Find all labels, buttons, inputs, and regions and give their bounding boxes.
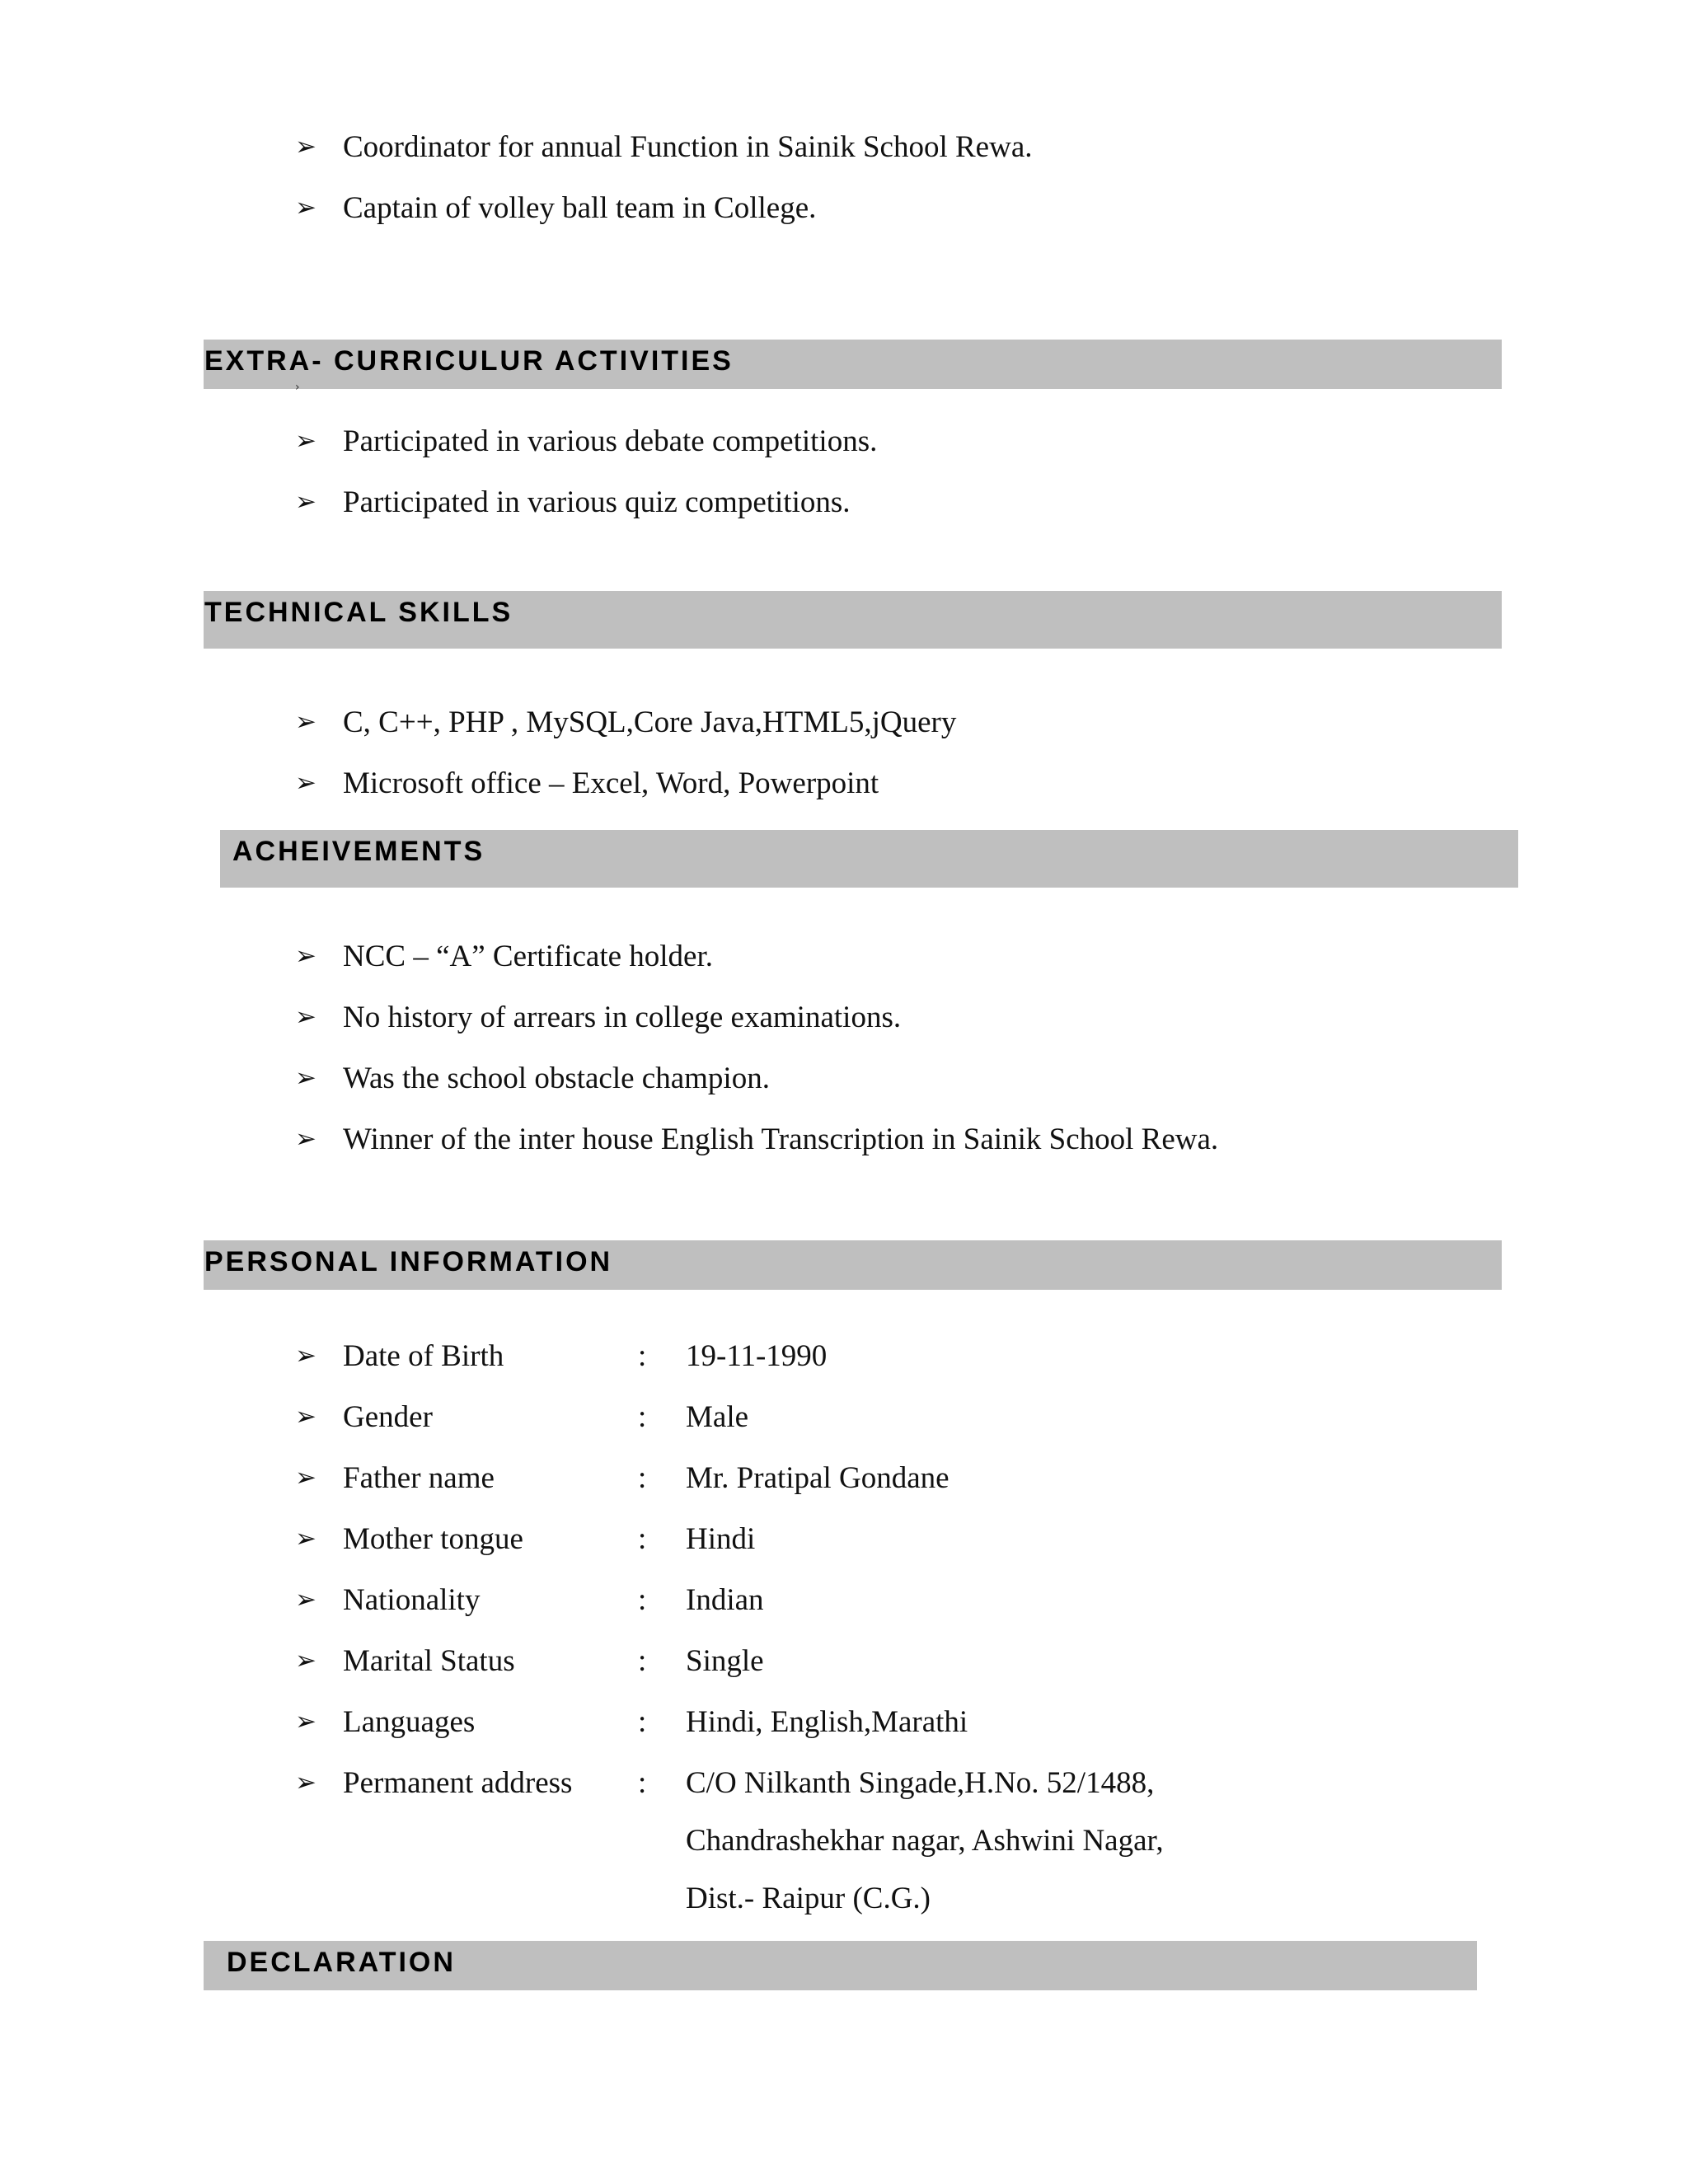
list-item-text: Microsoft office – Excel, Word, Powerpoint [343, 766, 879, 800]
arrowhead-bullet-icon: ➢ [295, 1584, 316, 1615]
info-row-permanent-address [295, 1758, 1154, 1807]
info-value: C/O Nilkanth Singade,H.No. 52/1488, [686, 1765, 1155, 1800]
list-item-text: Participated in various debate competitions. [343, 424, 878, 458]
info-separator: : [638, 1582, 647, 1617]
arrowhead-bullet-icon: ➢ [295, 425, 316, 456]
list-item-text: NCC – “A” Certificate holder. [343, 939, 714, 973]
info-key: Marital Status [343, 1643, 515, 1678]
info-value: Indian [686, 1582, 764, 1617]
info-row-date-of-birth [295, 1331, 827, 1380]
list-item-text: C, C++, PHP , MySQL,Core Java,HTML5,jQuery [343, 705, 957, 739]
arrowhead-bullet-icon: ➢ [295, 1401, 316, 1432]
info-value: Hindi, English,Marathi [686, 1704, 968, 1739]
info-key: Father name [343, 1460, 495, 1495]
info-separator: : [638, 1399, 647, 1434]
arrowhead-bullet-icon: ➢ [295, 192, 316, 223]
stray-mark: › [295, 381, 300, 394]
info-row-languages [295, 1697, 968, 1746]
info-row-father-name [295, 1453, 950, 1502]
list-item-text: Was the school obstacle champion. [343, 1061, 770, 1095]
info-value: Male [686, 1399, 749, 1434]
info-value: Single [686, 1643, 764, 1678]
info-row-mother-tongue [295, 1514, 755, 1563]
info-key: Mother tongue [343, 1521, 523, 1556]
list-item-text: Winner of the inter house English Transcription in Sainik School Rewa. [343, 1122, 1219, 1156]
section-title-technical-skills: TECHNICAL SKILLS [204, 597, 513, 628]
arrowhead-bullet-icon: ➢ [295, 1645, 316, 1675]
list-item [295, 416, 877, 466]
info-key: Nationality [343, 1582, 481, 1617]
arrowhead-bullet-icon: ➢ [295, 1706, 316, 1736]
list-item [295, 1114, 1218, 1164]
info-separator: : [638, 1521, 647, 1556]
info-separator: : [638, 1338, 647, 1373]
arrowhead-bullet-icon: ➢ [295, 1001, 316, 1032]
arrowhead-bullet-icon: ➢ [295, 706, 316, 737]
info-value: 19-11-1990 [686, 1338, 828, 1373]
info-separator: : [638, 1765, 647, 1800]
arrowhead-bullet-icon: ➢ [295, 1523, 316, 1554]
list-item-text: No history of arrears in college examinations. [343, 1000, 902, 1034]
arrowhead-bullet-icon: ➢ [295, 131, 316, 162]
info-separator: : [638, 1460, 647, 1495]
info-key: Languages [343, 1704, 476, 1739]
list-item [295, 122, 1033, 171]
info-row-gender [295, 1392, 748, 1441]
info-key: Gender [343, 1399, 433, 1434]
info-row-marital-status [295, 1636, 764, 1685]
address-line: Chandrashekhar nagar, Ashwini Nagar, [686, 1823, 1164, 1858]
arrowhead-bullet-icon: ➢ [295, 1462, 316, 1493]
list-item [295, 992, 901, 1042]
section-title-declaration: DECLARATION [227, 1947, 456, 1978]
list-item [295, 477, 851, 527]
arrowhead-bullet-icon: ➢ [295, 1062, 316, 1093]
list-item-text: Participated in various quiz competitions. [343, 485, 851, 519]
arrowhead-bullet-icon: ➢ [295, 940, 316, 971]
info-separator: : [638, 1643, 647, 1678]
arrowhead-bullet-icon: ➢ [295, 1767, 316, 1797]
section-title-personal-information: PERSONAL INFORMATION [204, 1246, 613, 1277]
info-value: Mr. Pratipal Gondane [686, 1460, 950, 1495]
section-title-achievements: ACHEIVEMENTS [232, 836, 485, 867]
list-item [295, 1053, 770, 1103]
arrowhead-bullet-icon: ➢ [295, 486, 316, 517]
info-row-nationality [295, 1575, 764, 1624]
info-value: Hindi [686, 1521, 756, 1556]
list-item-text: Captain of volley ball team in College. [343, 190, 817, 225]
info-key: Date of Birth [343, 1338, 504, 1373]
address-line: Dist.- Raipur (C.G.) [686, 1881, 931, 1915]
list-item-text: Coordinator for annual Function in Sainik School Rewa. [343, 129, 1033, 164]
arrowhead-bullet-icon: ➢ [295, 1123, 316, 1154]
list-item [295, 697, 956, 747]
arrowhead-bullet-icon: ➢ [295, 767, 316, 798]
arrowhead-bullet-icon: ➢ [295, 1340, 316, 1371]
info-separator: : [638, 1704, 647, 1739]
info-key: Permanent address [343, 1765, 573, 1800]
list-item [295, 183, 816, 232]
list-item [295, 931, 713, 981]
section-title-extra-curricular: EXTRA- CURRICULUR ACTIVITIES [204, 345, 734, 377]
list-item [295, 758, 879, 808]
